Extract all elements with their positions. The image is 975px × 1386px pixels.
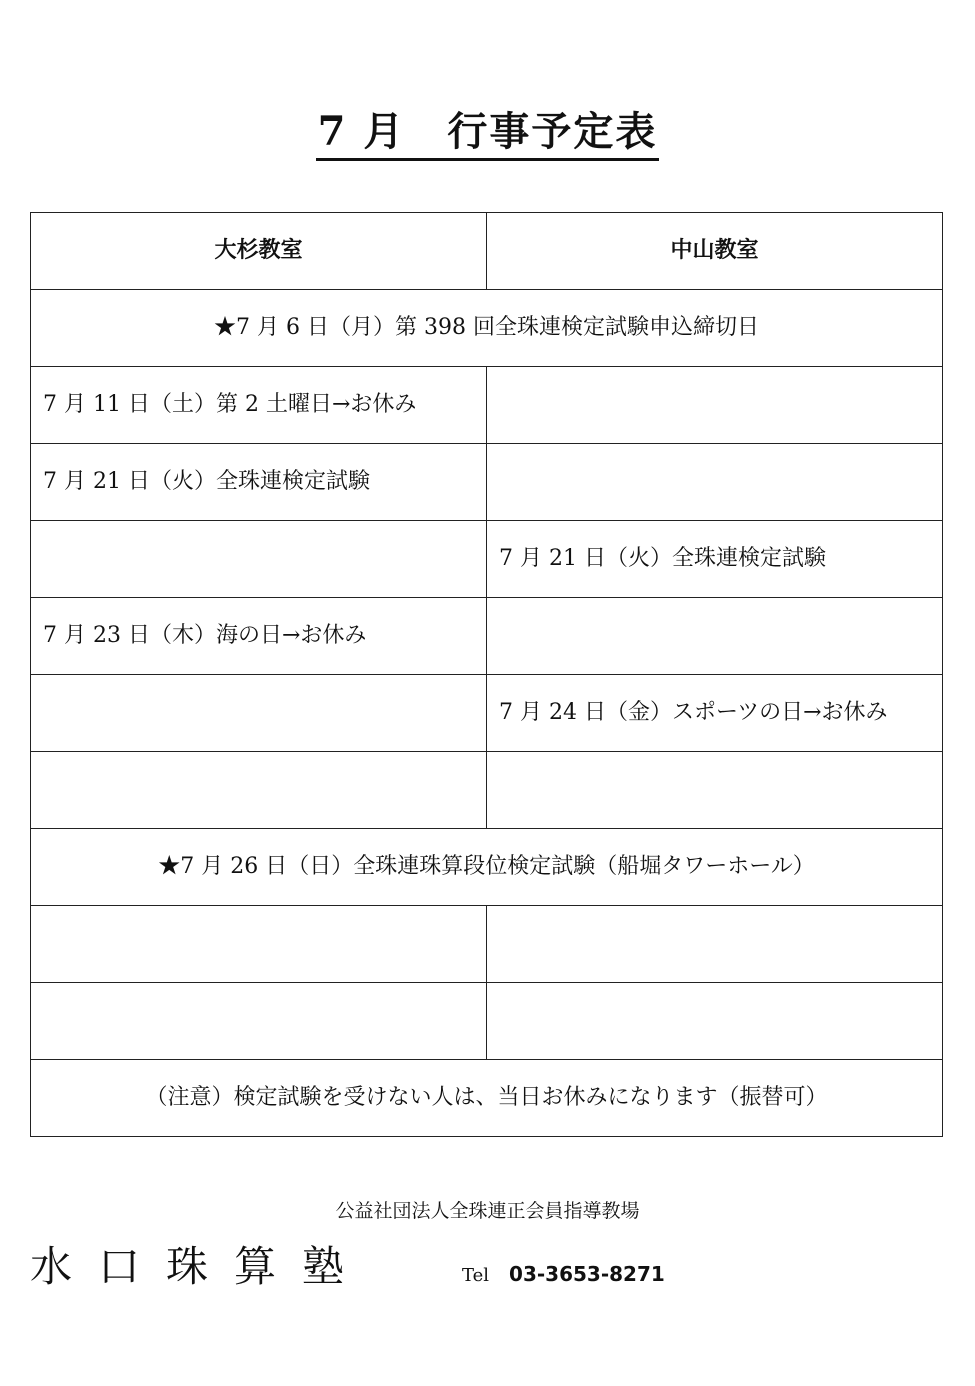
- osugi-cell: [31, 752, 487, 829]
- tel-label: Tel: [462, 1265, 490, 1286]
- nakayama-cell: [487, 598, 943, 675]
- schedule-table: [30, 212, 943, 1137]
- notice-text: （注意）検定試験を受けない人は、当日お休みになります（振替可）: [31, 1060, 943, 1137]
- event-dan-exam: ★7 月 26 日（日）全珠連珠算段位検定試験（船堀タワーホール）: [31, 829, 943, 906]
- table-row: [31, 367, 943, 444]
- nakayama-cell: [487, 367, 943, 444]
- phone-contact: [462, 1260, 665, 1290]
- nakayama-cell: [487, 983, 943, 1060]
- organization-label: 公益社団法人全珠連正会員指導教場: [335, 1200, 640, 1222]
- table-row: [31, 675, 943, 752]
- table-header-row: [31, 213, 943, 290]
- osugi-cell: 7 月 23 日（木）海の日→お休み: [31, 598, 487, 675]
- osugi-cell: [31, 521, 487, 598]
- school-name: 水口珠算塾: [30, 1242, 371, 1291]
- table-row: [31, 290, 943, 367]
- page-title-wrapper: [0, 108, 975, 161]
- table-row: [31, 829, 943, 906]
- table-row: [31, 521, 943, 598]
- column-header-nakayama: 中山教室: [487, 213, 943, 290]
- table-row: [31, 752, 943, 829]
- osugi-cell: [31, 675, 487, 752]
- event-deadline: ★7 月 6 日（月）第 398 回全珠連検定試験申込締切日: [31, 290, 943, 367]
- osugi-cell: 7 月 21 日（火）全珠連検定試験: [31, 444, 487, 521]
- nakayama-cell: [487, 752, 943, 829]
- table-row: [31, 983, 943, 1060]
- table-row: [31, 1060, 943, 1137]
- nakayama-cell: 7 月 24 日（金）スポーツの日→お休み: [487, 675, 943, 752]
- nakayama-cell: [487, 444, 943, 521]
- osugi-cell: 7 月 11 日（土）第 2 土曜日→お休み: [31, 367, 487, 444]
- table-row: [31, 444, 943, 521]
- table-row: [31, 598, 943, 675]
- nakayama-cell: 7 月 21 日（火）全珠連検定試験: [487, 521, 943, 598]
- column-header-osugi: 大杉教室: [31, 213, 487, 290]
- tel-number: 03-3653-8271: [509, 1262, 665, 1286]
- page-title: 7 月 行事予定表: [316, 108, 660, 161]
- osugi-cell: [31, 983, 487, 1060]
- nakayama-cell: [487, 906, 943, 983]
- osugi-cell: [31, 906, 487, 983]
- table-row: [31, 906, 943, 983]
